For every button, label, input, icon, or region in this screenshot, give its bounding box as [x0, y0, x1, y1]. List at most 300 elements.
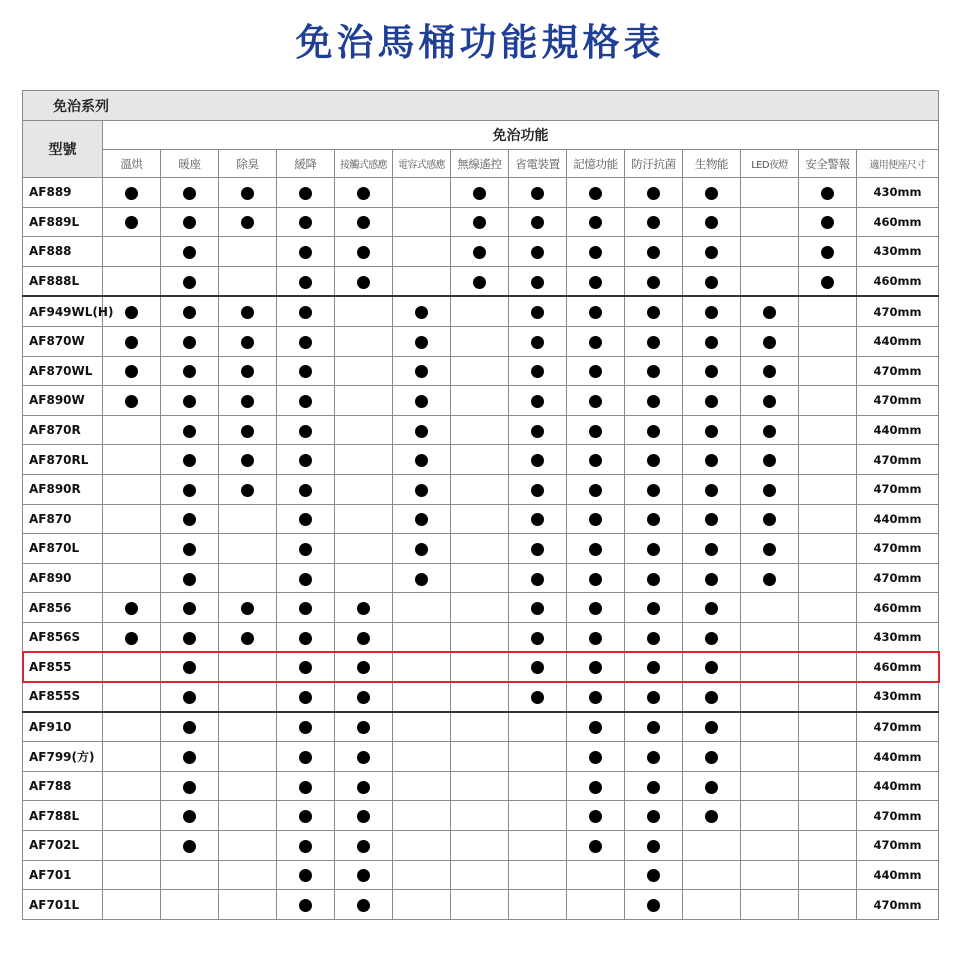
feature-cell	[335, 652, 393, 682]
model-cell: AF788L	[23, 801, 103, 831]
feature-cell	[161, 296, 219, 326]
filled-dot-icon	[647, 306, 660, 319]
feature-cell	[741, 326, 799, 356]
feature-header: 接觸式感應	[335, 150, 393, 178]
feature-cell	[683, 178, 741, 208]
feature-cell	[161, 860, 219, 890]
feature-cell	[219, 237, 277, 267]
feature-cell	[393, 326, 451, 356]
filled-dot-icon	[647, 840, 660, 853]
model-cell: AF890	[23, 563, 103, 593]
feature-cell	[625, 356, 683, 386]
seat-size-cell: 440mm	[857, 742, 939, 772]
feature-cell	[219, 445, 277, 475]
seat-size-cell: 470mm	[857, 445, 939, 475]
filled-dot-icon	[647, 869, 660, 882]
filled-dot-icon	[299, 484, 312, 497]
feature-cell	[393, 415, 451, 445]
feature-cell	[103, 415, 161, 445]
feature-cell	[799, 890, 857, 920]
table-row	[23, 682, 939, 712]
group-header-row	[23, 121, 939, 150]
feature-cell	[393, 237, 451, 267]
feature-cell	[393, 801, 451, 831]
feature-cell	[567, 712, 625, 742]
filled-dot-icon	[415, 513, 428, 526]
filled-dot-icon	[241, 216, 254, 229]
table-row	[23, 563, 939, 593]
filled-dot-icon	[705, 573, 718, 586]
model-cell: AF870W	[23, 326, 103, 356]
seat-size-cell: 470mm	[857, 563, 939, 593]
filled-dot-icon	[357, 216, 370, 229]
feature-cell	[103, 682, 161, 712]
feature-cell	[277, 622, 335, 652]
feature-cell	[103, 445, 161, 475]
feature-header: 安全警報	[799, 150, 857, 178]
filled-dot-icon	[647, 425, 660, 438]
page-title: 免治馬桶功能規格表	[295, 21, 665, 64]
feature-cell	[335, 474, 393, 504]
feature-cell	[277, 207, 335, 237]
feature-cell	[451, 474, 509, 504]
feature-cell	[625, 860, 683, 890]
feature-cell	[625, 712, 683, 742]
feature-cell	[625, 207, 683, 237]
feature-cell	[799, 326, 857, 356]
filled-dot-icon	[647, 336, 660, 349]
filled-dot-icon	[647, 751, 660, 764]
filled-dot-icon	[415, 425, 428, 438]
feature-cell	[683, 326, 741, 356]
filled-dot-icon	[125, 632, 138, 645]
feature-cell	[219, 742, 277, 772]
filled-dot-icon	[531, 187, 544, 200]
feature-cell	[683, 563, 741, 593]
filled-dot-icon	[473, 187, 486, 200]
filled-dot-icon	[647, 395, 660, 408]
filled-dot-icon	[589, 840, 602, 853]
feature-cell	[741, 890, 799, 920]
filled-dot-icon	[183, 721, 196, 734]
filled-dot-icon	[705, 513, 718, 526]
feature-cell	[277, 534, 335, 564]
feature-cell	[625, 652, 683, 682]
feature-cell	[277, 593, 335, 623]
filled-dot-icon	[531, 632, 544, 645]
feature-cell	[683, 742, 741, 772]
filled-dot-icon	[647, 246, 660, 259]
feature-cell	[277, 504, 335, 534]
model-cell: AF701	[23, 860, 103, 890]
filled-dot-icon	[357, 781, 370, 794]
feature-cell	[393, 682, 451, 712]
feature-cell	[103, 237, 161, 267]
feature-cell	[335, 178, 393, 208]
filled-dot-icon	[531, 336, 544, 349]
filled-dot-icon	[647, 513, 660, 526]
feature-cell	[335, 266, 393, 296]
filled-dot-icon	[647, 721, 660, 734]
feature-cell	[799, 296, 857, 326]
feature-cell	[509, 682, 567, 712]
filled-dot-icon	[821, 246, 834, 259]
feature-cell	[509, 652, 567, 682]
filled-dot-icon	[299, 691, 312, 704]
spec-table	[22, 90, 939, 920]
filled-dot-icon	[183, 246, 196, 259]
feature-cell	[393, 504, 451, 534]
filled-dot-icon	[589, 543, 602, 556]
feature-cell	[799, 682, 857, 712]
feature-cell	[741, 386, 799, 416]
filled-dot-icon	[415, 573, 428, 586]
filled-dot-icon	[357, 246, 370, 259]
feature-cell	[161, 237, 219, 267]
feature-cell	[451, 652, 509, 682]
feature-cell	[161, 326, 219, 356]
feature-cell	[625, 593, 683, 623]
filled-dot-icon	[705, 246, 718, 259]
model-cell: AF870L	[23, 534, 103, 564]
feature-cell	[625, 890, 683, 920]
feature-cell	[161, 682, 219, 712]
feature-cell	[103, 890, 161, 920]
filled-dot-icon	[705, 395, 718, 408]
feature-cell	[451, 207, 509, 237]
filled-dot-icon	[589, 691, 602, 704]
feature-cell	[335, 415, 393, 445]
feature-cell	[567, 386, 625, 416]
feature-cell	[335, 504, 393, 534]
filled-dot-icon	[531, 306, 544, 319]
filled-dot-icon	[299, 751, 312, 764]
feature-cell	[219, 652, 277, 682]
filled-dot-icon	[763, 306, 776, 319]
filled-dot-icon	[183, 513, 196, 526]
filled-dot-icon	[531, 484, 544, 497]
feature-cell	[567, 801, 625, 831]
filled-dot-icon	[589, 425, 602, 438]
feature-cell	[393, 652, 451, 682]
feature-cell	[799, 266, 857, 296]
feature-header: 緩降	[277, 150, 335, 178]
feature-cell	[103, 742, 161, 772]
feature-cell	[161, 622, 219, 652]
filled-dot-icon	[763, 365, 776, 378]
feature-cell	[683, 801, 741, 831]
filled-dot-icon	[531, 276, 544, 289]
feature-cell	[335, 890, 393, 920]
filled-dot-icon	[299, 602, 312, 615]
filled-dot-icon	[415, 454, 428, 467]
filled-dot-icon	[415, 395, 428, 408]
feature-cell	[509, 622, 567, 652]
filled-dot-icon	[705, 691, 718, 704]
feature-cell	[277, 445, 335, 475]
feature-cell	[277, 742, 335, 772]
feature-cell	[161, 801, 219, 831]
seat-size-cell: 470mm	[857, 890, 939, 920]
filled-dot-icon	[705, 187, 718, 200]
feature-cell	[567, 504, 625, 534]
filled-dot-icon	[183, 425, 196, 438]
model-cell: AF856	[23, 593, 103, 623]
feature-cell	[161, 504, 219, 534]
feature-cell	[161, 771, 219, 801]
feature-cell	[567, 831, 625, 861]
feature-cell	[799, 622, 857, 652]
feature-cell	[509, 831, 567, 861]
filled-dot-icon	[763, 454, 776, 467]
filled-dot-icon	[299, 721, 312, 734]
filled-dot-icon	[183, 454, 196, 467]
feature-cell	[219, 504, 277, 534]
feature-cell	[509, 266, 567, 296]
feature-cell	[451, 415, 509, 445]
filled-dot-icon	[415, 336, 428, 349]
table-row	[23, 860, 939, 890]
feature-cell	[103, 266, 161, 296]
feature-cell	[509, 593, 567, 623]
feature-cell	[219, 563, 277, 593]
seat-size-cell: 440mm	[857, 771, 939, 801]
feature-cell	[393, 831, 451, 861]
feature-cell	[393, 474, 451, 504]
feature-cell	[625, 296, 683, 326]
feature-cell	[625, 563, 683, 593]
model-cell: AF890R	[23, 474, 103, 504]
filled-dot-icon	[183, 602, 196, 615]
filled-dot-icon	[183, 484, 196, 497]
feature-cell	[509, 445, 567, 475]
feature-cell	[741, 622, 799, 652]
filled-dot-icon	[705, 810, 718, 823]
feature-cell	[799, 742, 857, 772]
feature-header: 防汙抗菌	[625, 150, 683, 178]
feature-cell	[799, 801, 857, 831]
feature-cell	[219, 415, 277, 445]
feature-cell	[741, 712, 799, 742]
feature-cell	[799, 415, 857, 445]
feature-cell	[393, 266, 451, 296]
feature-cell	[161, 445, 219, 475]
filled-dot-icon	[647, 781, 660, 794]
feature-cell	[567, 534, 625, 564]
filled-dot-icon	[531, 513, 544, 526]
feature-cell	[625, 178, 683, 208]
table-row	[23, 831, 939, 861]
filled-dot-icon	[531, 365, 544, 378]
feature-cell	[219, 207, 277, 237]
filled-dot-icon	[821, 276, 834, 289]
filled-dot-icon	[589, 661, 602, 674]
feature-cell	[277, 178, 335, 208]
model-cell: AF889	[23, 178, 103, 208]
feature-cell	[799, 386, 857, 416]
feature-cell	[103, 207, 161, 237]
feature-cell	[741, 296, 799, 326]
feature-cell	[451, 742, 509, 772]
filled-dot-icon	[299, 306, 312, 319]
feature-cell	[393, 356, 451, 386]
seat-size-cell: 440mm	[857, 415, 939, 445]
filled-dot-icon	[299, 454, 312, 467]
filled-dot-icon	[589, 306, 602, 319]
filled-dot-icon	[705, 781, 718, 794]
seat-size-cell: 460mm	[857, 266, 939, 296]
feature-header: 記憶功能	[567, 150, 625, 178]
feature-cell	[103, 178, 161, 208]
feature-cell	[683, 356, 741, 386]
filled-dot-icon	[357, 691, 370, 704]
feature-cell	[219, 474, 277, 504]
feature-cell	[567, 652, 625, 682]
filled-dot-icon	[647, 632, 660, 645]
feature-cell	[335, 682, 393, 712]
feature-cell	[625, 326, 683, 356]
feature-cell	[509, 563, 567, 593]
feature-cell	[451, 356, 509, 386]
filled-dot-icon	[241, 395, 254, 408]
filled-dot-icon	[531, 246, 544, 259]
feature-cell	[103, 712, 161, 742]
feature-header: 無線遙控	[451, 150, 509, 178]
filled-dot-icon	[183, 276, 196, 289]
filled-dot-icon	[589, 216, 602, 229]
feature-cell	[219, 831, 277, 861]
feature-cell	[451, 237, 509, 267]
feature-cell	[451, 563, 509, 593]
feature-cell	[567, 326, 625, 356]
feature-cell	[335, 534, 393, 564]
seat-size-cell: 470mm	[857, 534, 939, 564]
filled-dot-icon	[299, 513, 312, 526]
seat-size-cell: 430mm	[857, 178, 939, 208]
feature-cell	[393, 593, 451, 623]
feature-cell	[219, 386, 277, 416]
table-row	[23, 445, 939, 475]
feature-cell	[451, 266, 509, 296]
feature-cell	[161, 742, 219, 772]
feature-cell	[509, 386, 567, 416]
feature-cell	[277, 266, 335, 296]
feature-cell	[625, 622, 683, 652]
filled-dot-icon	[647, 454, 660, 467]
feature-header: 暖座	[161, 150, 219, 178]
table-row	[23, 356, 939, 386]
filled-dot-icon	[183, 543, 196, 556]
filled-dot-icon	[705, 543, 718, 556]
feature-cell	[683, 712, 741, 742]
feature-cell	[625, 742, 683, 772]
feature-cell	[335, 386, 393, 416]
feature-cell	[741, 178, 799, 208]
filled-dot-icon	[183, 306, 196, 319]
feature-cell	[509, 712, 567, 742]
feature-cell	[509, 801, 567, 831]
filled-dot-icon	[473, 246, 486, 259]
model-cell: AF910	[23, 712, 103, 742]
feature-cell	[799, 771, 857, 801]
feature-cell	[219, 593, 277, 623]
filled-dot-icon	[125, 365, 138, 378]
feature-cell	[393, 207, 451, 237]
feature-cell	[683, 266, 741, 296]
feature-cell	[451, 860, 509, 890]
feature-cell	[799, 593, 857, 623]
model-cell: AF788	[23, 771, 103, 801]
feature-cell	[567, 593, 625, 623]
feature-cell	[451, 622, 509, 652]
filled-dot-icon	[647, 691, 660, 704]
feature-cell	[335, 622, 393, 652]
filled-dot-icon	[473, 276, 486, 289]
feature-cell	[567, 445, 625, 475]
table-row	[23, 178, 939, 208]
filled-dot-icon	[647, 187, 660, 200]
feature-cell	[741, 860, 799, 890]
feature-cell	[277, 237, 335, 267]
model-cell: AF890W	[23, 386, 103, 416]
feature-cell	[567, 266, 625, 296]
seat-size-cell: 470mm	[857, 386, 939, 416]
filled-dot-icon	[763, 484, 776, 497]
feature-cell	[509, 860, 567, 890]
feature-cell	[161, 563, 219, 593]
feature-cell	[799, 207, 857, 237]
filled-dot-icon	[241, 187, 254, 200]
filled-dot-icon	[705, 484, 718, 497]
filled-dot-icon	[647, 365, 660, 378]
filled-dot-icon	[183, 632, 196, 645]
feature-cell	[567, 622, 625, 652]
feature-cell	[219, 178, 277, 208]
filled-dot-icon	[299, 216, 312, 229]
feature-cell	[393, 445, 451, 475]
table-row	[23, 386, 939, 416]
feature-cell	[799, 237, 857, 267]
feature-cell	[277, 474, 335, 504]
feature-cell	[683, 445, 741, 475]
highlighted-table-row	[23, 652, 939, 682]
feature-cell	[567, 860, 625, 890]
filled-dot-icon	[125, 187, 138, 200]
feature-cell	[683, 771, 741, 801]
feature-cell	[335, 831, 393, 861]
model-cell: AF701L	[23, 890, 103, 920]
filled-dot-icon	[299, 336, 312, 349]
feature-cell	[219, 682, 277, 712]
feature-cell	[335, 563, 393, 593]
seat-size-cell: 430mm	[857, 682, 939, 712]
feature-header: 溫烘	[103, 150, 161, 178]
feature-cell	[277, 652, 335, 682]
feature-cell	[683, 860, 741, 890]
filled-dot-icon	[531, 216, 544, 229]
filled-dot-icon	[647, 543, 660, 556]
seat-size-cell: 470mm	[857, 801, 939, 831]
feature-cell	[393, 742, 451, 772]
feature-cell	[451, 504, 509, 534]
filled-dot-icon	[589, 810, 602, 823]
filled-dot-icon	[589, 246, 602, 259]
feature-cell	[393, 771, 451, 801]
seat-size-header: 適用便座尺寸	[857, 150, 939, 178]
feature-cell	[625, 474, 683, 504]
feature-cell	[277, 860, 335, 890]
feature-cell	[103, 386, 161, 416]
